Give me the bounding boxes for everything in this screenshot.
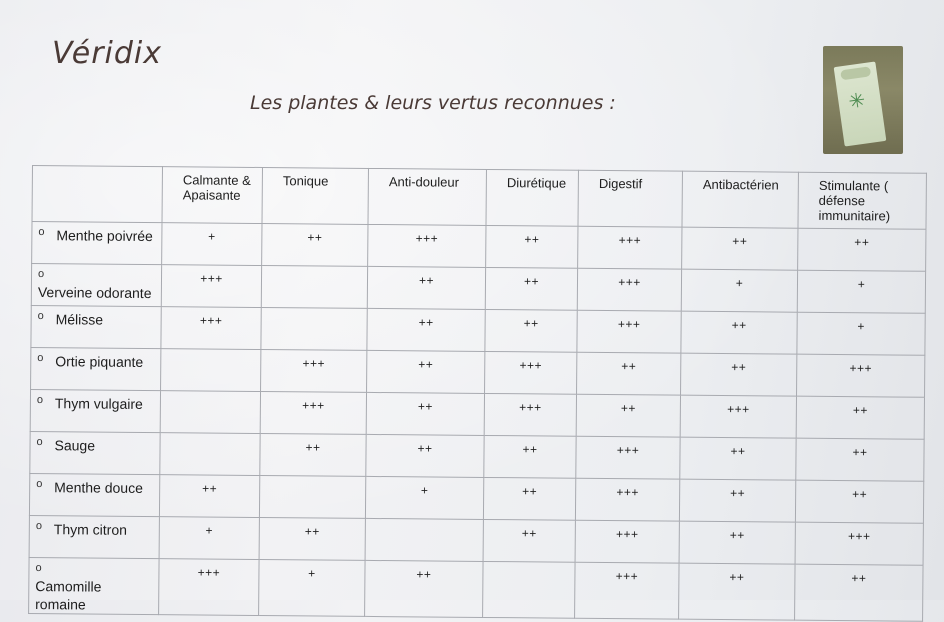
rating-cell [577,268,681,311]
rating-value: ++ [852,445,868,460]
rating-cell [577,352,681,395]
plant-name-cell [31,264,161,307]
rating-value: + [857,319,865,334]
rating-cell [797,354,925,397]
bullet-icon: o [36,478,43,491]
bullet-icon: o [36,436,43,449]
rating-value: + [735,276,744,291]
rating-cell [484,435,576,478]
rating-value: +++ [197,565,221,580]
rating-cell [162,223,262,266]
rating-cell [259,517,365,560]
rating-value: +++ [616,485,639,500]
rating-value: +++ [615,569,639,584]
rating-cell [366,434,484,477]
rating-value: ++ [521,526,537,541]
rating-value: ++ [729,528,745,543]
plant-name-cell [29,473,159,516]
rating-cell [159,559,259,616]
rating-cell [484,393,576,436]
rating-cell [262,224,368,267]
bullet-icon: o [35,520,43,533]
plant-name: Menthe poivrée [56,227,153,245]
rating-cell [681,311,797,354]
page-subtitle: Les plantes & leurs vertus reconnues : [250,92,616,114]
rating-cell [161,307,261,350]
rating-cell [259,559,365,616]
rating-value: ++ [730,444,746,459]
rating-value: + [308,566,316,581]
column-header: Tonique [262,168,368,225]
plant-name: Camomille romaine [35,578,102,613]
plant-name-cell [30,431,160,474]
rating-cell [483,519,575,562]
plant-name-cell [31,305,161,348]
bullet-icon: o [37,310,44,323]
product-photo [823,46,903,154]
bullet-icon: o [35,562,42,575]
rating-value: +++ [615,527,639,542]
bullet-icon: o [37,352,44,365]
rating-value: + [857,277,866,292]
plant-name-cell [29,557,159,614]
rating-cell [796,396,924,439]
rating-cell [367,308,485,351]
rating-value: ++ [621,359,637,374]
rating-cell [261,308,367,351]
rating-cell [575,520,679,563]
rating-cell [797,312,925,355]
rating-cell [486,225,578,268]
rating-cell [576,394,680,437]
rating-cell [680,395,796,438]
rating-value: ++ [522,484,538,499]
rating-cell [161,349,261,392]
rating-value: ++ [731,360,747,375]
rating-cell [681,269,797,312]
plant-name: Menthe douce [54,479,143,496]
column-header: Calmante & Apaisante [162,167,262,224]
rating-value: +++ [200,271,223,286]
rating-value: ++ [418,315,434,330]
rating-cell [365,518,483,561]
rating-value: ++ [731,318,747,333]
rating-value: ++ [417,399,433,414]
rating-value: ++ [851,571,867,586]
pack-label [840,66,871,80]
rating-cell [577,310,681,353]
column-header: Antibactérien [682,171,798,228]
rating-value: +++ [727,402,750,417]
rating-value: ++ [620,401,636,416]
brand-logo-text: Véridix [52,36,163,71]
rating-value: ++ [524,232,540,247]
rating-value: ++ [202,481,218,496]
rating-value: +++ [616,443,640,458]
rating-cell [575,562,679,619]
rating-value: ++ [416,567,432,582]
column-header: Anti-douleur [368,168,486,225]
rating-value: ++ [522,442,538,457]
rating-cell [576,436,680,479]
rating-cell [159,475,259,518]
rating-cell [260,392,366,435]
bullet-icon: o [37,268,45,281]
rating-cell [485,309,577,352]
rating-value: ++ [730,486,746,501]
header-corner-cell [32,166,162,223]
rating-value: +++ [618,275,641,290]
plant-name: Thym vulgaire [54,395,143,412]
rating-value: ++ [729,570,745,585]
rating-value: ++ [304,524,320,539]
bullet-icon: o [38,226,45,239]
rating-cell [679,479,795,522]
plant-name: Mélisse [55,311,104,328]
rating-cell [483,477,575,520]
rating-cell [261,350,367,393]
rating-cell [797,270,925,313]
column-header: Stimulante ( défense immunitaire) [798,172,926,229]
rating-value: ++ [852,403,868,418]
table-header-row [32,166,926,230]
rating-value: +++ [415,231,439,246]
rating-cell [682,227,798,270]
rating-cell [575,478,679,521]
plant-name: Ortie piquante [55,353,144,370]
rating-value: ++ [732,234,748,249]
rating-value: +++ [849,361,873,376]
rating-cell [365,476,483,519]
bullet-icon: o [36,394,44,407]
rating-cell [260,434,366,477]
plant-name: Thym citron [53,521,128,538]
rating-cell [366,392,484,435]
rating-cell [485,351,577,394]
rating-cell [681,353,797,396]
rating-cell [160,433,260,476]
rating-cell [160,391,260,434]
rating-cell [367,350,485,393]
rating-cell [798,228,926,271]
rating-value: + [208,229,216,244]
rating-cell [796,438,924,481]
rating-value: ++ [307,230,323,245]
rating-cell [161,265,261,308]
rating-cell [679,563,795,620]
rating-cell [261,266,367,309]
rating-value: +++ [302,398,325,413]
rating-value: + [205,523,214,538]
rating-cell [368,224,486,267]
plant-star-icon: ✳ [847,89,867,114]
table-row [29,557,923,621]
rating-value: ++ [854,235,870,250]
rating-value: +++ [519,358,543,373]
rating-cell [159,517,259,560]
rating-cell [483,561,575,618]
rating-value: ++ [417,441,433,456]
rating-value: + [420,483,429,498]
column-header: Diurétique [486,169,578,226]
rating-value: ++ [852,487,868,502]
rating-value: +++ [618,233,642,248]
plant-name: Sauge [54,437,96,454]
rating-value: +++ [617,317,641,332]
rating-cell [795,564,923,621]
rating-cell [795,522,923,565]
rating-value: +++ [302,356,326,371]
plant-name-cell [29,515,159,558]
rating-value: +++ [847,529,871,544]
rating-cell [679,521,795,564]
plant-name-cell [30,389,160,432]
plant-name-cell [31,347,161,390]
plant-name: Verveine odorante [37,284,152,302]
rating-value: ++ [523,274,540,289]
rating-cell [680,437,796,480]
rating-cell [578,226,682,269]
rating-value: +++ [519,400,542,415]
rating-value: ++ [523,316,539,331]
rating-value: ++ [305,440,321,455]
rating-cell [365,560,483,617]
rating-cell [367,266,485,309]
rating-cell [485,267,577,310]
rating-cell [259,475,365,518]
rating-value: ++ [418,357,434,372]
product-pack-image [834,61,887,146]
plant-virtues-table [28,165,927,622]
rating-cell [795,480,923,523]
rating-value: +++ [199,313,223,328]
column-header: Digestif [578,170,682,227]
plant-name-cell [32,222,162,265]
rating-value: ++ [418,273,435,288]
